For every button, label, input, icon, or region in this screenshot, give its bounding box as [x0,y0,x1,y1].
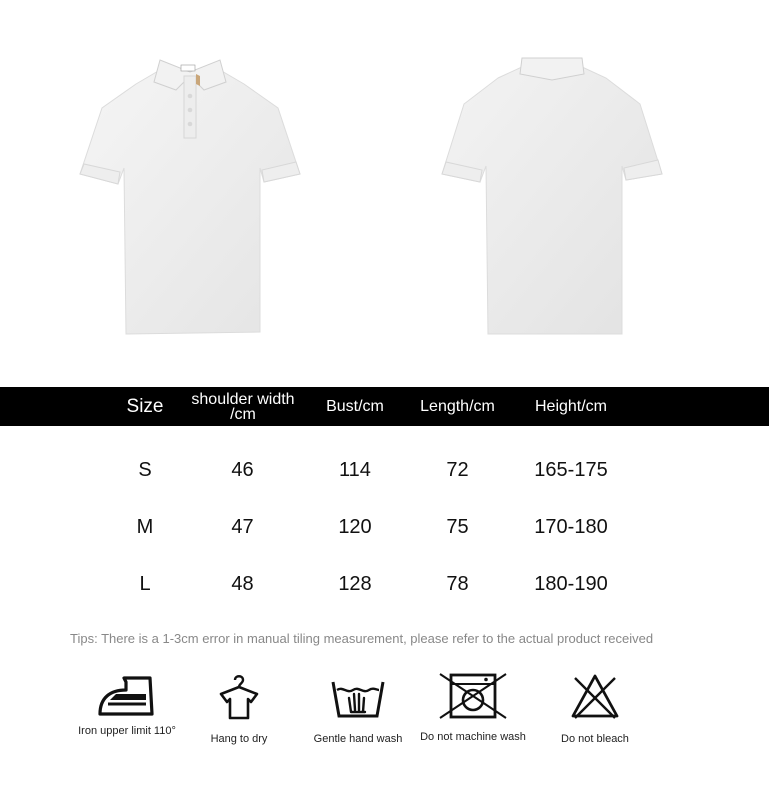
cell-bust: 120 [338,515,372,538]
cell-bust: 128 [338,572,372,595]
care-item-no-machine-wash [418,672,528,747]
table-row [0,512,769,542]
table-row [0,455,769,485]
measurement-tip: Tips: There is a 1-3cm error in manual tiling measurement, please refer to the actual product received [70,631,654,646]
header-shoulder-width: shoulder width /cm [191,390,295,423]
cell-shoulder: 47 [231,515,254,538]
cell-length: 75 [446,515,469,538]
hand-wash-icon [329,672,387,722]
table-row [0,569,769,599]
no-bleach-icon [569,672,621,720]
cell-length: 72 [446,458,469,481]
care-label-iron: Iron upper limit 110° [78,725,176,737]
product-photos [0,0,769,370]
header-height: Height/cm [534,398,608,415]
polo-front-image [78,52,302,340]
polo-back-image [440,52,664,340]
care-label-hand-wash: Gentle hand wash [313,733,403,745]
no-machine-wash-icon [438,672,508,720]
care-label-no-bleach: Do not bleach [561,733,629,745]
hanger-icon [213,672,265,722]
care-label-hang: Hang to dry [210,733,268,745]
header-size: Size [126,396,164,417]
cell-length: 78 [446,572,469,595]
header-length: Length/cm [420,398,495,415]
cell-shoulder: 48 [231,572,254,595]
cell-size: L [139,572,151,595]
cell-height: 180-190 [534,572,608,595]
cell-height: 165-175 [534,458,608,481]
care-label-no-machine-wash: Do not machine wash [420,731,526,743]
size-table-header [0,387,769,426]
cell-bust: 114 [339,458,371,481]
cell-size: M [136,515,154,538]
care-item-no-bleach [540,672,650,749]
care-item-hang [184,672,294,749]
cell-shoulder: 46 [231,458,254,481]
iron-icon [96,672,158,718]
care-item-hand-wash [303,672,413,749]
care-item-iron [72,672,182,741]
header-bust: Bust/cm [326,398,384,415]
cell-height: 170-180 [534,515,608,538]
cell-size: S [138,458,152,481]
